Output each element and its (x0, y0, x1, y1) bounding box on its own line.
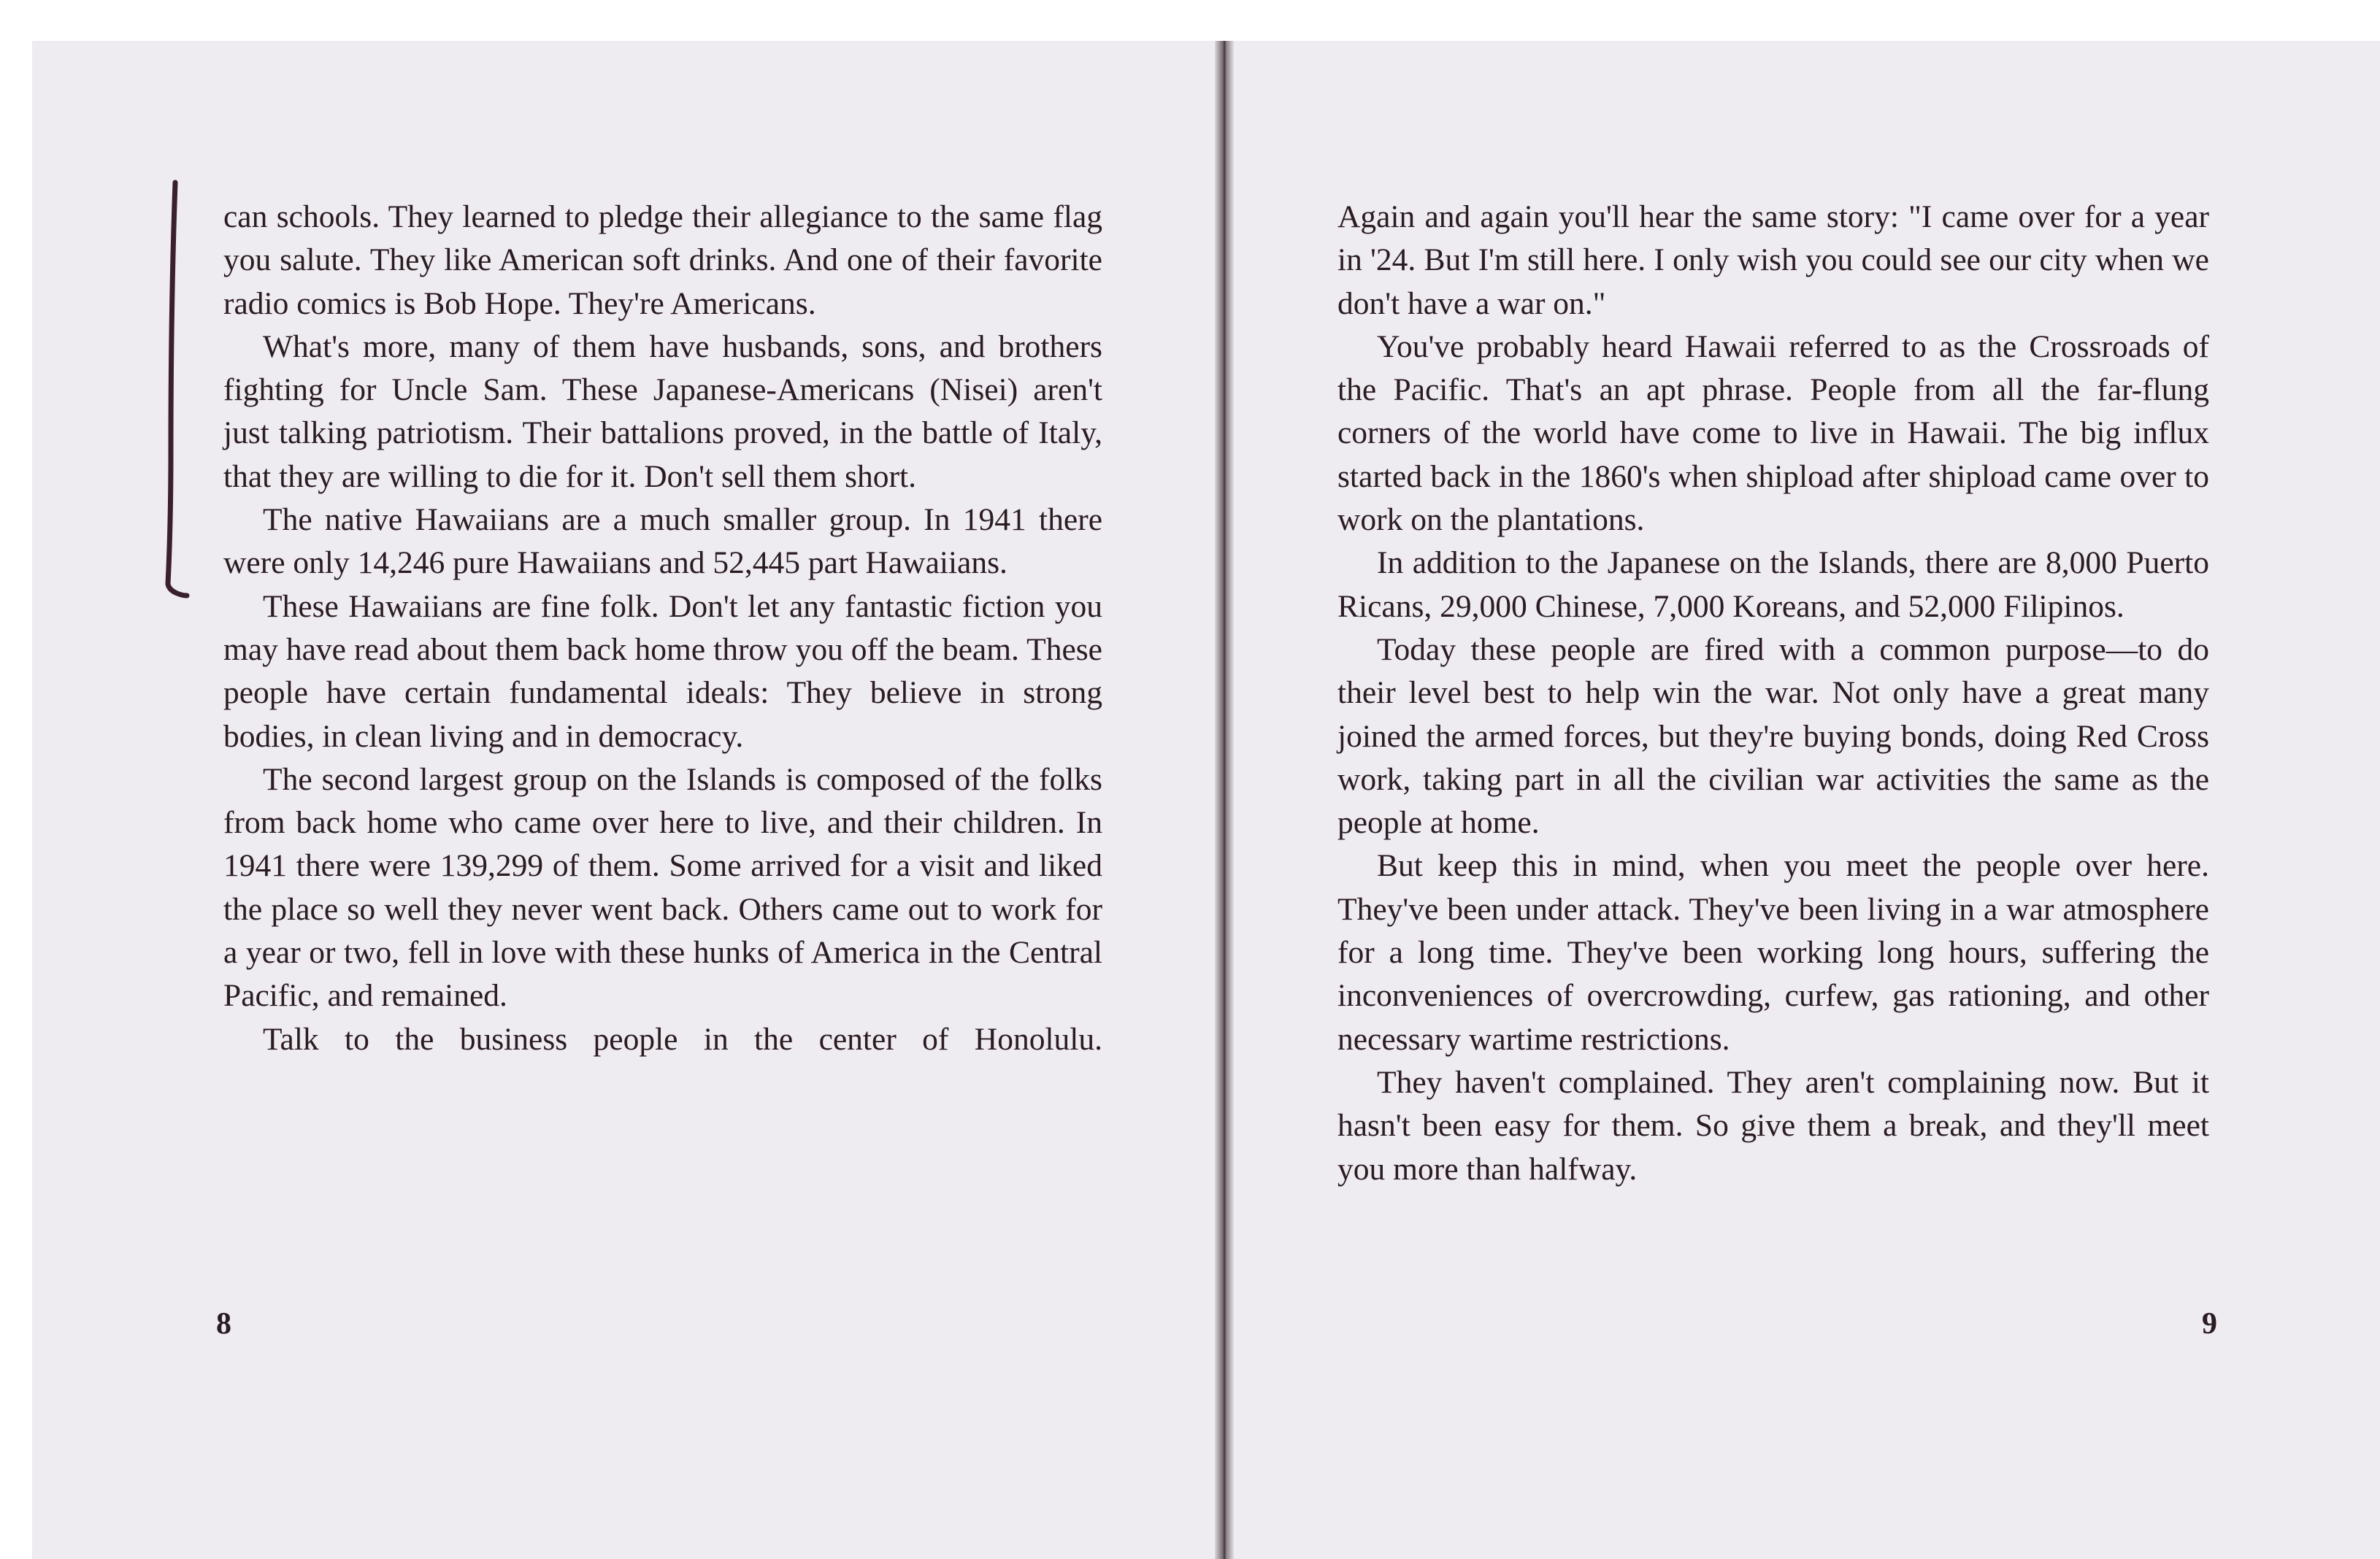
paragraph: The native Hawaiians are a much smaller group. In 1941 there were only 14,246 pure Hawaiians and 52,445 part Hawaiians. (223, 502, 1102, 581)
paragraph: What's more, many of them have husbands, sons, and brothers fighting for Uncle Sam. These Japanese-Americans (Nisei) aren't just talking patriotism. Their battalions proved, in the battle of Italy, that they are willing to die for it. Don't sell them short. (223, 328, 1102, 494)
paragraph: You've probably heard Hawaii referred to as the Crossroads of the Pacific. That's an apt phrase. People from all the far-flung corners of the world have come to live in Hawaii. The big influx started back in the 1860's when shipload after shipload came over to work on the plantations. (1337, 328, 2209, 538)
page-number: 8 (216, 1307, 231, 1341)
left-page-body (223, 196, 1102, 1061)
paragraph: The second largest group on the Islands is composed of the folks from back home who came over here to live, and their children. In 1941 there were 139,299 of them. Some arrived for a visit and liked the place so well they never went back. Others came out to work for a year or two, fell in love with these hunks of America in the Central Pacific, and remained. (223, 761, 1102, 1014)
paragraph: They haven't complained. They aren't complaining now. But it hasn't been easy for them. So give them a break, and they'll meet you more than halfway. (1337, 1064, 2209, 1187)
right-page-body (1337, 196, 2209, 1191)
paragraph: can schools. They learned to pledge their allegiance to the same flag you salute. They like American soft drinks. And one of their favorite radio comics is Bob Hope. They're Americans. (223, 199, 1102, 321)
paragraph: Again and again you'll hear the same story: "I came over for a year in '24. But I'm still here. I only wish you could see our city when we don't have a war on." (1337, 199, 2209, 321)
paragraph: These Hawaiians are fine folk. Don't let any fantastic fiction you may have read about them back home throw you off the beam. These people have certain fundamental ideals: They believe in strong bodies, in clean living and in democracy. (223, 588, 1102, 754)
paragraph: Today these people are fired with a common purpose—to do their level best to help win the war. Not only have a great many joined the armed forces, but they're buying bonds, doing Red Cross work, taking part in all the civilian war activities the same as the people at home. (1337, 631, 2209, 841)
paragraph: But keep this in mind, when you meet the people over here. They've been under attack. They've been living in a war atmosphere for a long time. They've been working long hours, suffering the inconveniences of overcrowding, curfew, gas rationing, and other necessary wartime restrictions. (1337, 848, 2209, 1057)
paragraph: In addition to the Japanese on the Islands, there are 8,000 Puerto Ricans, 29,000 Chinese, 7,000 Koreans, and 52,000 Filipinos. (1337, 545, 2209, 624)
page-number: 9 (2202, 1307, 2217, 1341)
paragraph: Talk to the business people in the center of Honolulu. (263, 1021, 1102, 1057)
book-gutter (1215, 41, 1234, 1559)
handwritten-margin-bracket (124, 175, 190, 613)
